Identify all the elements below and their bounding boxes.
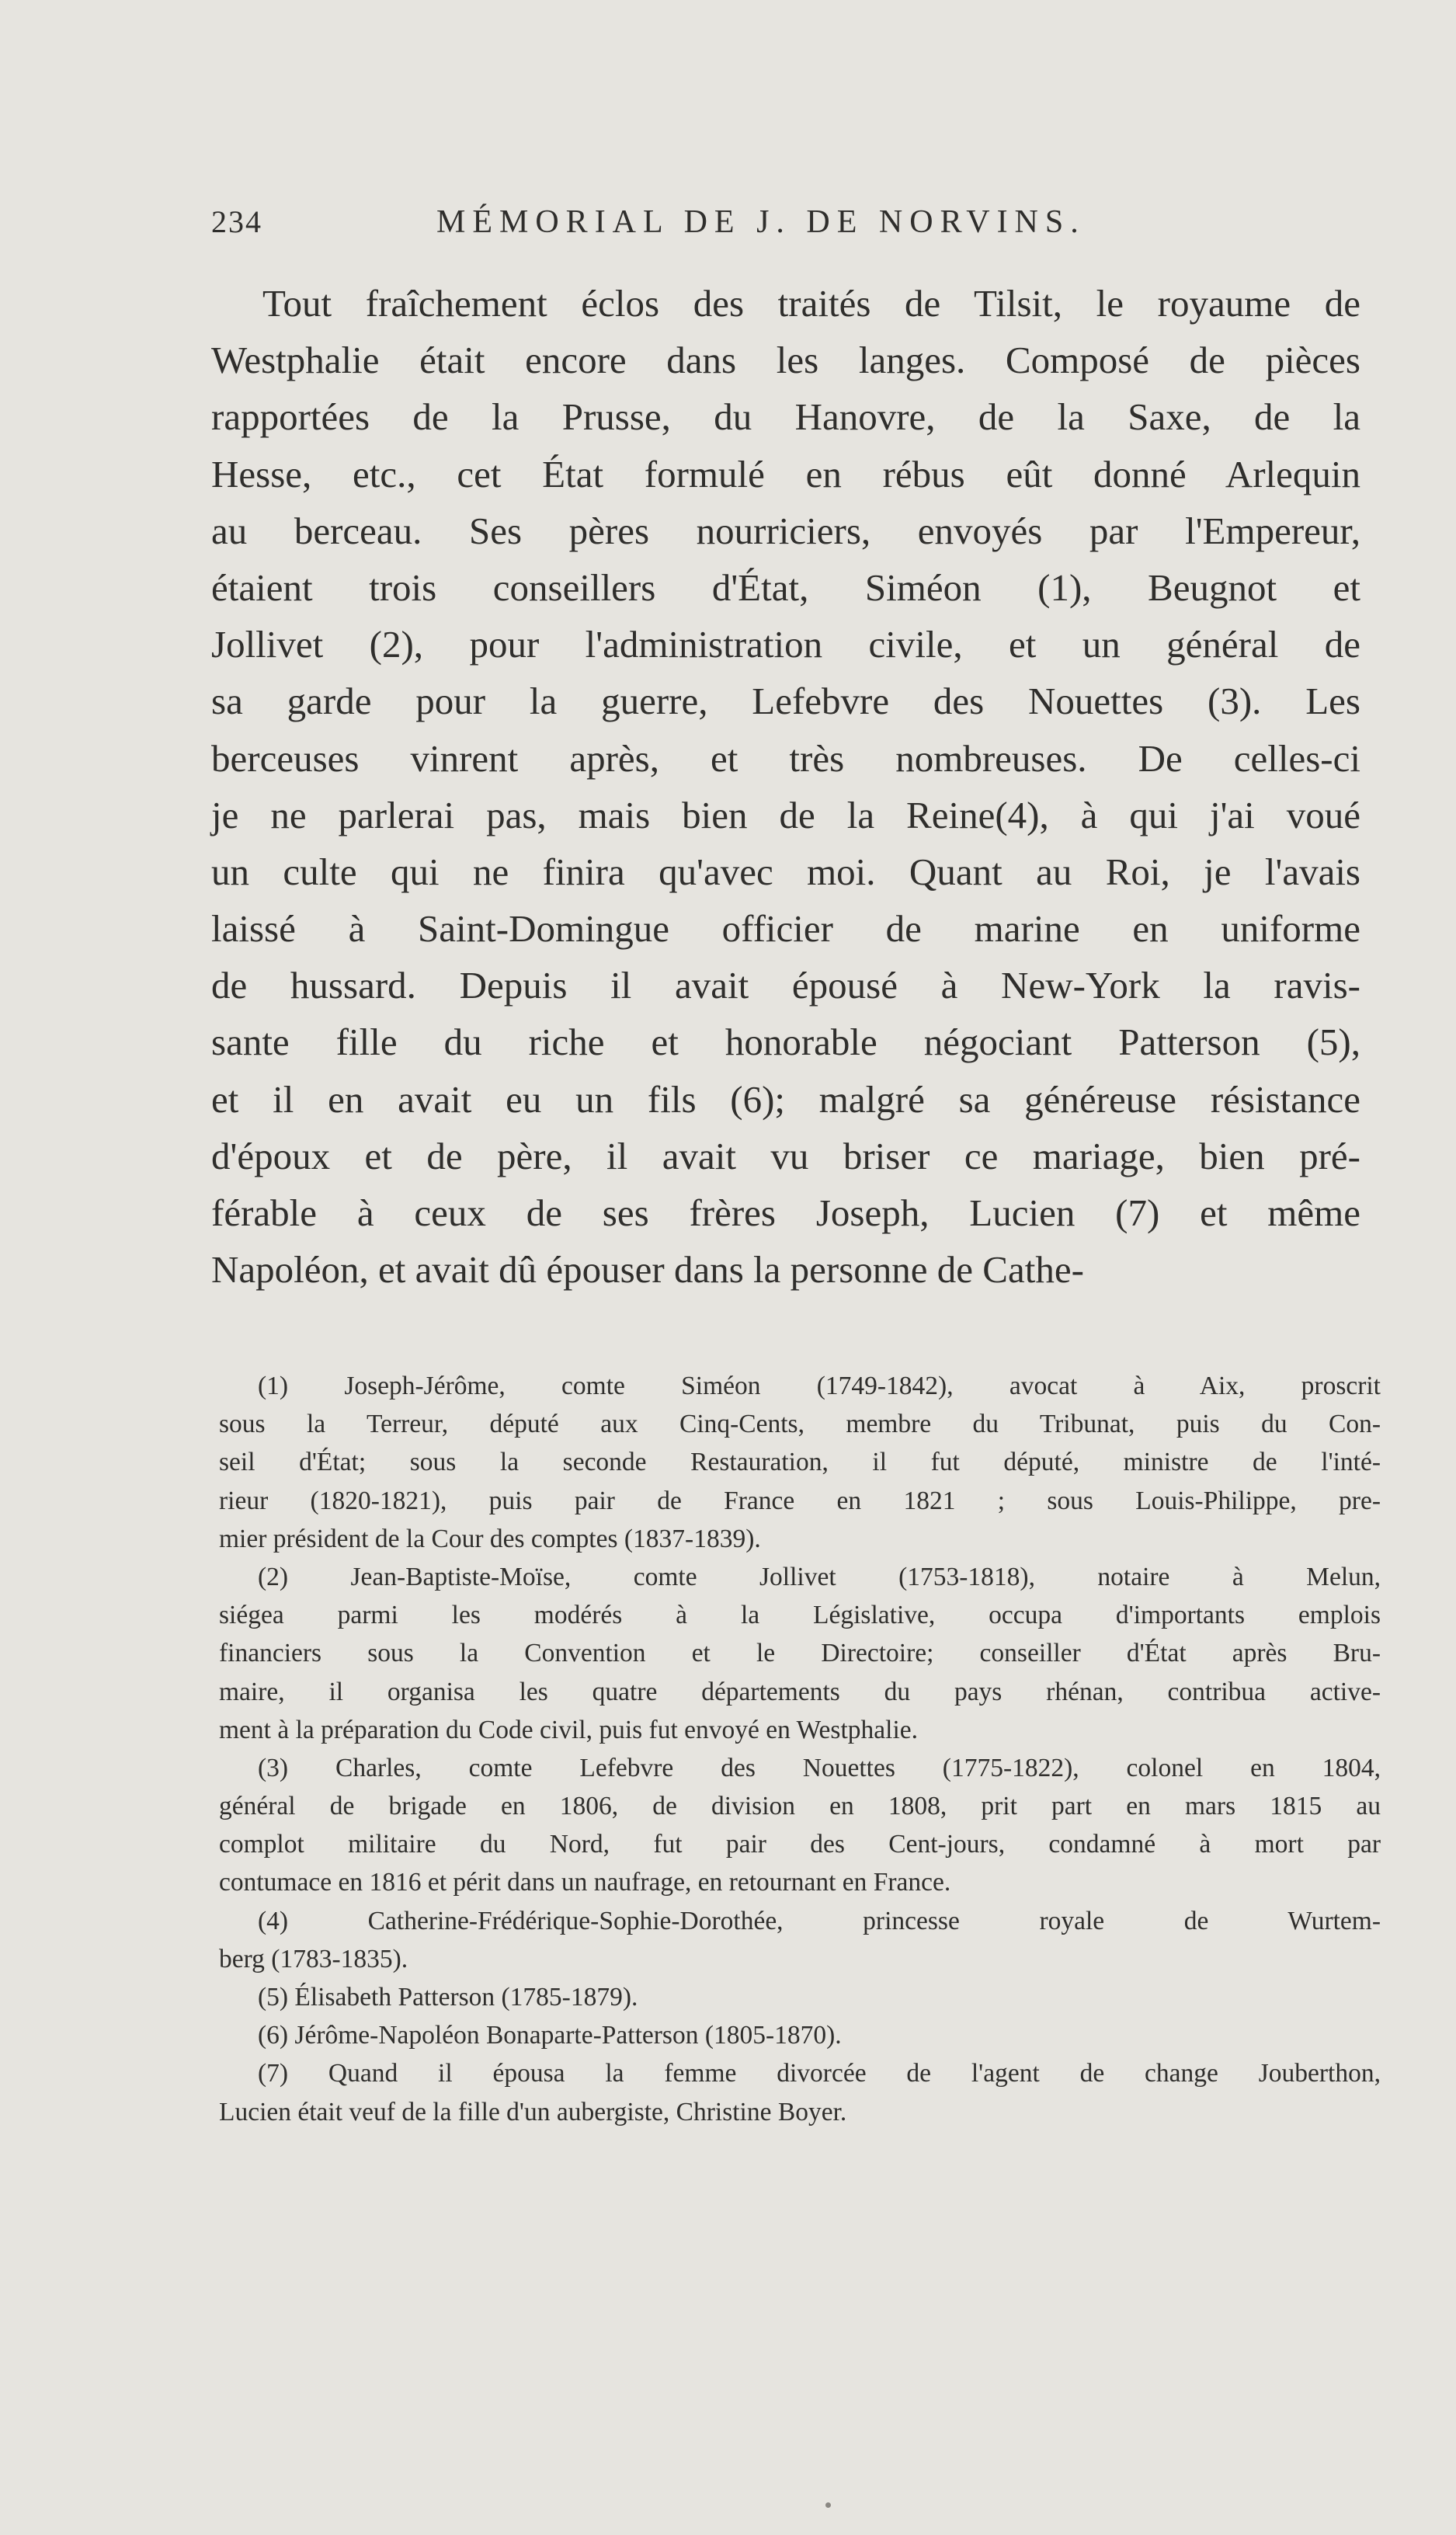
footnote-line: seil d'État; sous la seconde Restauration, il fut député, ministre de l'inté- bbox=[219, 1448, 1381, 1477]
body-line: Napoléon, et avait dû épouser dans la personne de Cathe- bbox=[211, 1248, 1084, 1292]
body-line: étaient trois conseillers d'État, Siméon (1), Beugnot et bbox=[211, 565, 1360, 609]
footnote-line: financiers sous la Convention et le Directoire; conseiller d'État après Bru- bbox=[219, 1639, 1381, 1668]
footnote-2-start: (2) Jean-Baptiste-Moïse, comte Jollivet (1753-1818), notaire à Melun, bbox=[258, 1562, 1381, 1591]
body-line: de hussard. Depuis il avait épousé à New-York la ravis- bbox=[211, 964, 1360, 1007]
footnote-line: complot militaire du Nord, fut pair des Cent-jours, condamné à mort par bbox=[219, 1830, 1381, 1859]
footnote-1-start: (1) Joseph-Jérôme, comte Siméon (1749-1842), avocat à Aix, proscrit bbox=[258, 1372, 1381, 1400]
body-line: berceuses vinrent après, et très nombreuses. De celles-ci bbox=[211, 736, 1360, 780]
footnote-line: berg (1783-1835). bbox=[219, 1944, 408, 1973]
footnote-line: siégea parmi les modérés à la Législative, occupa d'importants emplois bbox=[219, 1601, 1381, 1630]
body-line: Westphalie était encore dans les langes. Composé de pièces bbox=[211, 339, 1360, 382]
footnote-6: (6) Jérôme-Napoléon Bonaparte-Patterson (1805-1870). bbox=[258, 2021, 842, 2050]
running-title: MÉMORIAL DE J. DE NORVINS. bbox=[436, 204, 1086, 240]
footnote-7-start: (7) Quand il épousa la femme divorcée de l'agent de change Jouberthon, bbox=[258, 2059, 1381, 2088]
body-line: je ne parlerai pas, mais bien de la Reine(4), à qui j'ai voué bbox=[211, 793, 1360, 836]
body-line: Hesse, etc., cet État formulé en rébus eût donné Arlequin bbox=[211, 452, 1360, 496]
footnote-3-start: (3) Charles, comte Lefebvre des Nouettes (1775-1822), colonel en 1804, bbox=[258, 1753, 1381, 1782]
body-line: Tout fraîchement éclos des traités de Tilsit, le royaume de bbox=[262, 282, 1360, 325]
body-line: férable à ceux de ses frères Joseph, Lucien (7) et même bbox=[211, 1191, 1360, 1234]
footnote-line: Lucien était veuf de la fille d'un aubergiste, Christine Boyer. bbox=[219, 2097, 847, 2126]
body-line: un culte qui ne finira qu'avec moi. Quant au Roi, je l'avais bbox=[211, 850, 1360, 893]
footnote-line: mier président de la Cour des comptes (1837-1839). bbox=[219, 1524, 761, 1553]
body-line: et il en avait eu un fils (6); malgré sa généreuse résistance bbox=[211, 1077, 1360, 1121]
footnote-line: général de brigade en 1806, de division en 1808, prit part en mars 1815 au bbox=[219, 1792, 1381, 1821]
footnote-4-start: (4) Catherine-Frédérique-Sophie-Dorothée, princesse royale de Wurtem- bbox=[258, 1906, 1381, 1935]
footnote-5: (5) Élisabeth Patterson (1785-1879). bbox=[258, 1983, 638, 2012]
body-line: sante fille du riche et honorable négociant Patterson (5), bbox=[211, 1021, 1360, 1064]
footnote-line: rieur (1820-1821), puis pair de France en 1821 ; sous Louis-Philippe, pre- bbox=[219, 1486, 1381, 1515]
footnotes bbox=[219, 1367, 1381, 2131]
body-line: Jollivet (2), pour l'administration civile, et un général de bbox=[211, 623, 1360, 666]
ink-speck-mark bbox=[825, 2502, 831, 2508]
footnote-line: ment à la préparation du Code civil, puis fut envoyé en Westphalie. bbox=[219, 1715, 919, 1744]
footnote-line: contumace en 1816 et périt dans un naufrage, en retournant en France. bbox=[219, 1868, 951, 1897]
page-number: 234 bbox=[211, 204, 262, 239]
body-line: d'époux et de père, il avait vu briser ce mariage, bien pré- bbox=[211, 1134, 1360, 1177]
footnote-line: sous la Terreur, député aux Cinq-Cents, membre du Tribunat, puis du Con- bbox=[219, 1410, 1381, 1439]
body-line: laissé à Saint-Domingue officier de marine en uniforme bbox=[211, 907, 1360, 951]
page-header bbox=[211, 203, 1353, 250]
body-line: rapportées de la Prusse, du Hanovre, de la Saxe, de la bbox=[211, 395, 1360, 439]
body-line: au berceau. Ses pères nourriciers, envoyés par l'Empereur, bbox=[211, 509, 1360, 552]
footnote-line: maire, il organisa les quatre départements du pays rhénan, contribua active- bbox=[219, 1677, 1381, 1706]
body-line: sa garde pour la guerre, Lefebvre des Nouettes (3). Les bbox=[211, 680, 1360, 723]
main-text bbox=[211, 275, 1360, 1298]
